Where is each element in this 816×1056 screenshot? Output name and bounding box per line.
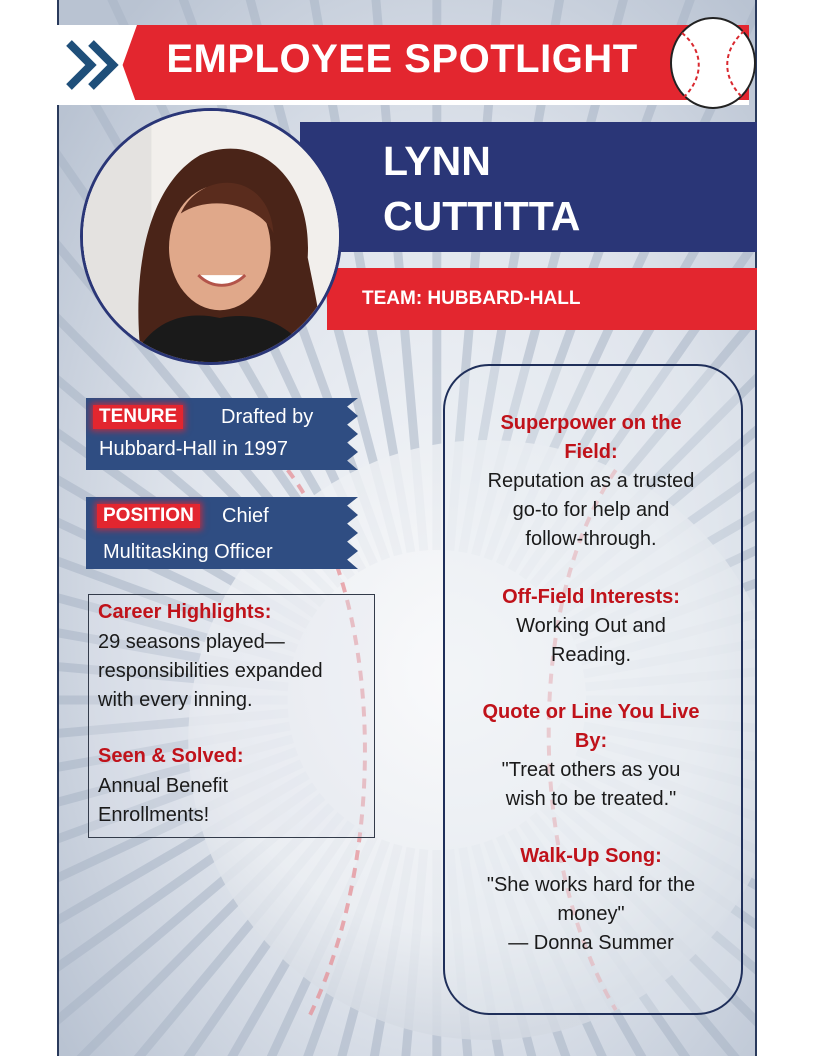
seen-solved-line: Annual Benefit [98,775,229,797]
song-line: — Donna Summer [508,932,674,954]
seen-solved-heading: Seen & Solved: [98,745,244,767]
team-label: TEAM: HUBBARD-HALL [362,288,581,309]
position-line-1: Chief [222,505,269,527]
superpower-line: go-to for help and [512,499,670,521]
tenure-tag: TENURE [93,405,183,429]
superpower-section [456,409,726,554]
interests-section [456,583,726,670]
employee-first-name: LYNN [383,138,491,184]
superpower-line: follow-through. [525,528,657,550]
employee-photo [80,108,342,365]
seen-solved-line: Enrollments! [98,804,210,826]
baseball-icon [668,15,758,111]
quote-heading: By: [574,730,608,752]
career-heading: Career Highlights: [98,601,272,623]
employee-last-name: CUTTITTA [383,193,581,239]
interests-line: Reading. [550,644,632,666]
career-line: responsibilities expanded [98,660,323,682]
tenure-line-2: Hubbard-Hall in 1997 [99,438,289,460]
superpower-heading: Superpower on the [500,412,682,434]
double-chevron-right-icon [61,37,131,93]
interests-line: Working Out and [516,615,666,637]
portrait-image [83,111,339,362]
tenure-line-1: Drafted by [221,406,314,428]
walk-up-song-section [456,842,726,958]
position-tag: POSITION [97,504,200,528]
page-title: EMPLOYEE SPOTLIGHT [166,37,638,81]
career-line: 29 seasons played— [98,631,285,653]
position-line-2: Multitasking Officer [103,541,273,563]
career-line: with every inning. [98,689,253,711]
quote-line: wish to be treated." [505,788,677,810]
superpower-line: Reputation as a trusted [487,470,695,492]
quote-section [456,698,726,814]
career-text [98,628,323,715]
song-heading: Walk-Up Song: [520,845,662,867]
interests-heading: Off-Field Interests: [502,586,680,608]
superpower-heading: Field: [564,441,618,463]
song-line: "She works hard for the [486,874,696,896]
seen-solved-text [98,772,228,830]
song-line: money" [557,903,625,925]
quote-heading: Quote or Line You Live [482,701,700,723]
quote-line: "Treat others as you [501,759,681,781]
